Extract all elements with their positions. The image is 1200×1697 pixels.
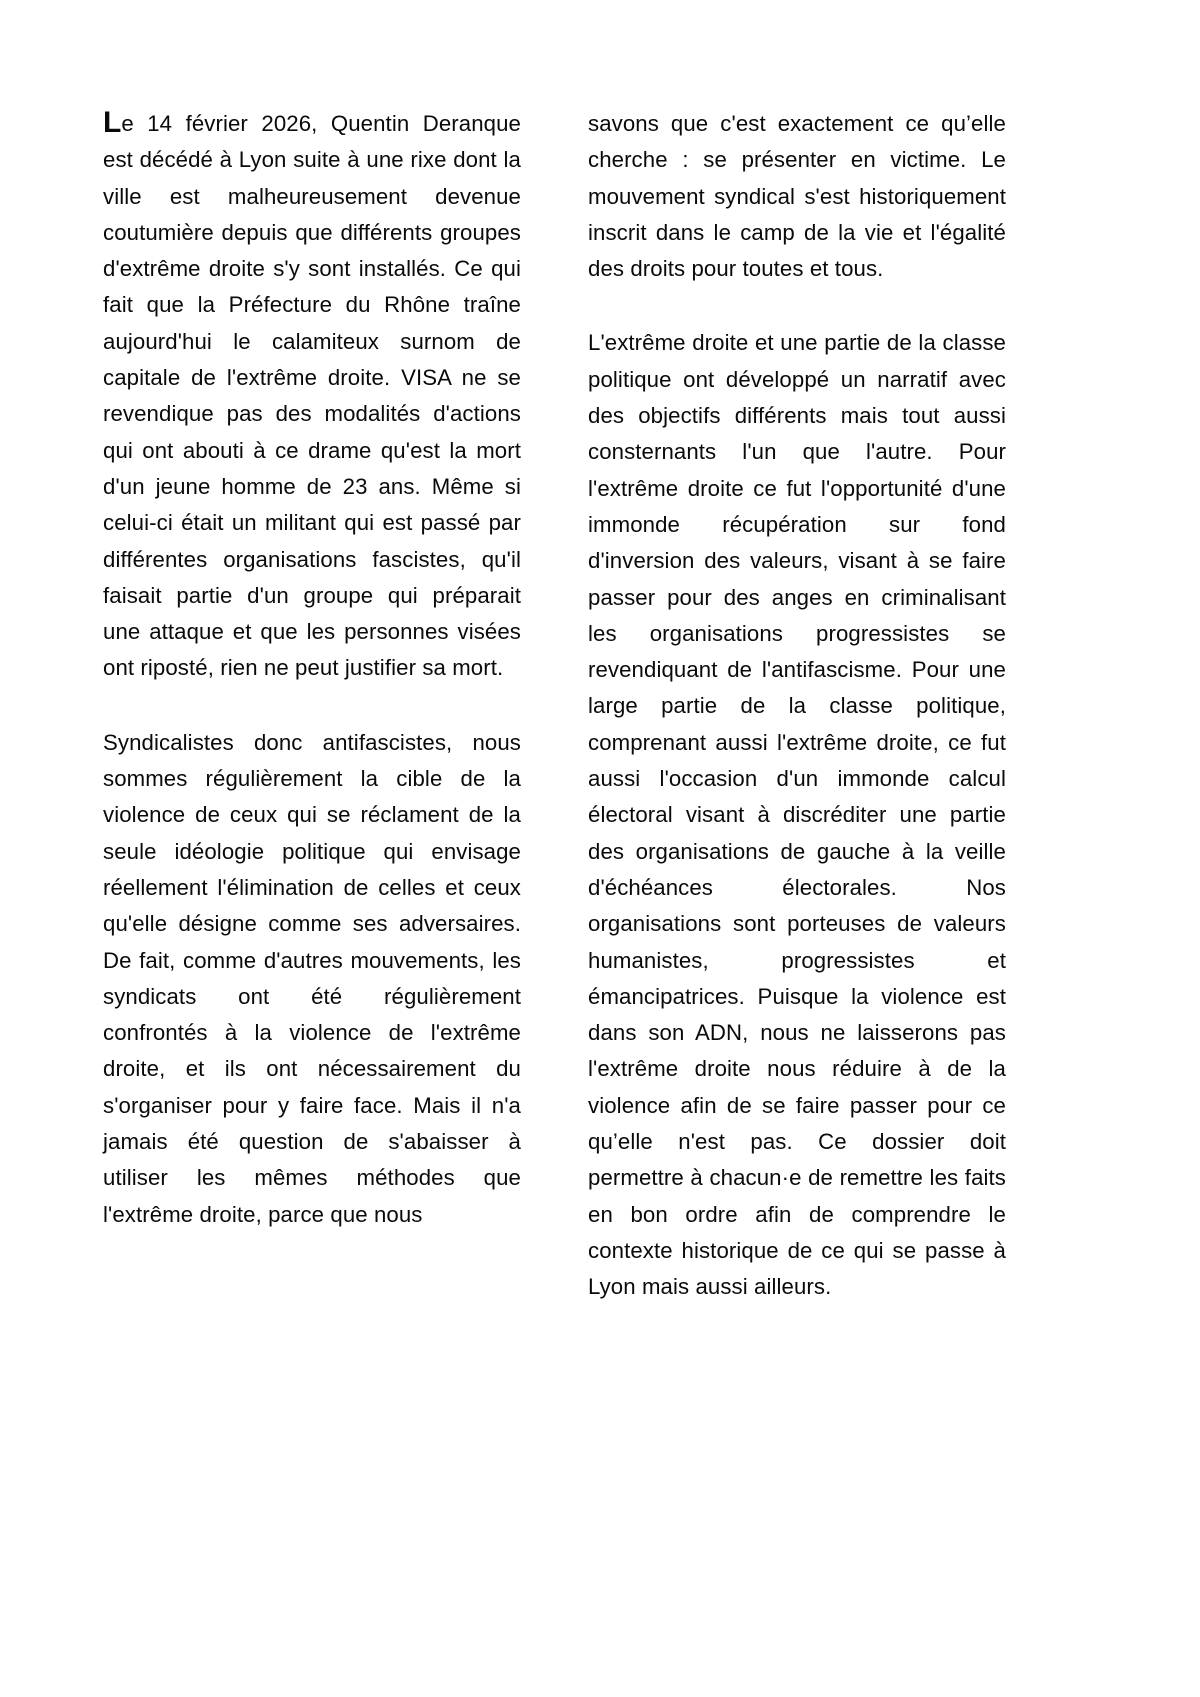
- paragraph-right-2: [588, 325, 1006, 1305]
- drop-cap-initial: L: [103, 106, 122, 139]
- paragraph-text: e 14 février 2026, Quentin Deranque est décédé à Lyon suite à une rixe dont la ville est malheureusement devenue coutumière depuis que différents groupes d'extrême droite s'y sont installés. Ce qui fait que la Préfecture du Rhône traîne aujourd'hui le calamiteux surnom de capitale de l'extrême droite. VISA ne se revendique pas des modalités d'actions qui ont abouti à ce drame qu'est la mort d'un jeune homme de 23 ans. Même si celui-ci était un militant qui est passé par différentes organisations fascistes, qu'il faisait partie d'un groupe qui préparait une attaque et que les personnes visées ont riposté, rien ne peut justifier sa mort.: [103, 111, 521, 681]
- paragraph-left-2: [103, 725, 521, 1233]
- paragraph-right-1: [588, 106, 1006, 287]
- paragraph-text: L'extrême droite et une partie de la classe politique ont développé un narratif avec des objectifs différents mais tout aussi consternants l'un que l'autre. Pour l'extrême droite ce fut l'opportunité d'une immonde récupération sur fond d'inversion des valeurs, visant à se faire passer pour des anges en criminalisant les organisations progressistes se revendiquant de l'antifascisme. Pour une large partie de la classe politique, comprenant aussi l'extrême droite, ce fut aussi l'occasion d'un immonde calcul électoral visant à discréditer une partie des organisations de gauche à la veille d'échéances électorales. Nos organisations sont porteuses de valeurs humanistes, progressistes et émancipatrices. Puisque la violence est dans son ADN, nous ne laisserons pas l'extrême droite nous réduire à de la violence afin de se faire passer pour ce qu’elle n'est pas. Ce dossier doit permettre à chacun·e de remettre les faits en bon ordre afin de comprendre le contexte historique de ce qui se passe à Lyon mais aussi ailleurs.: [588, 330, 1006, 1300]
- text-column-right: [588, 106, 1006, 1306]
- paragraph-text: Syndicalistes donc antifascistes, nous sommes régulièrement la cible de la violence de ceux qui se réclament de la seule idéologie politique qui envisage réellement l'élimination de celles et ceux qu'elle désigne comme ses adversaires. De fait, comme d'autres mouvements, les syndicats ont été régulièrement confrontés à la violence de l'extrême droite, et ils ont nécessairement du s'organiser pour y faire face. Mais il n'a jamais été question de s'abaisser à utiliser les mêmes méthodes que l'extrême droite, parce que nous: [103, 729, 521, 1227]
- article-body: [103, 106, 1006, 1306]
- text-column-left: [103, 106, 521, 1233]
- paragraph-left-1: [103, 106, 521, 687]
- paragraph-text: savons que c'est exactement ce qu’elle cherche : se présenter en victime. Le mouvement syndical s'est historiquement inscrit dans le camp de la vie et l'égalité des droits pour toutes et tous.: [588, 111, 1006, 282]
